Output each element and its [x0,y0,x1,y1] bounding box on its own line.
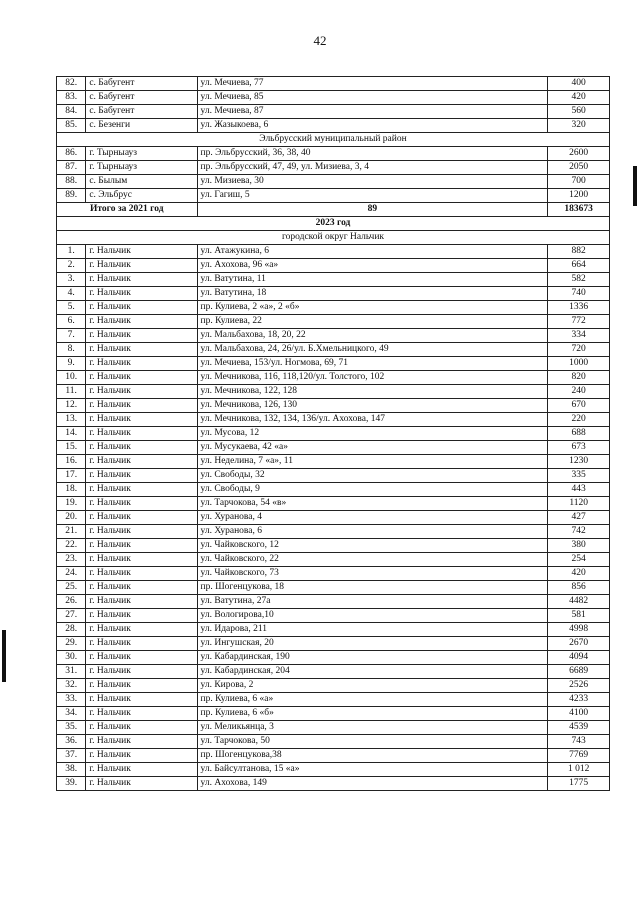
table-row [57,357,610,371]
settlement-cell: г. Нальчик [86,693,197,707]
value-cell: 4482 [548,595,610,609]
settlement-cell: г. Нальчик [86,511,197,525]
address-cell: пр. Эльбрусский, 47, 49, ул. Мизиева, 3, 4 [197,161,548,175]
address-cell: ул. Меликьянца, 3 [197,721,548,735]
settlement-cell: г. Нальчик [86,315,197,329]
settlement-cell: г. Нальчик [86,357,197,371]
settlement-cell: г. Нальчик [86,427,197,441]
address-cell: ул. Свободы, 9 [197,483,548,497]
value-cell: 7769 [548,749,610,763]
row-number: 82. [57,77,86,91]
settlement-cell: г. Нальчик [86,539,197,553]
settlement-cell: г. Нальчик [86,441,197,455]
address-cell: ул. Неделина, 7 «а», 11 [197,455,548,469]
row-number: 29. [57,637,86,651]
table-row [57,161,610,175]
row-number: 39. [57,777,86,791]
address-cell: ул. Мечникова, 132, 134, 136/ул. Ахохова, 147 [197,413,548,427]
table-row [57,441,610,455]
table-row [57,539,610,553]
address-cell: ул. Ватутина, 11 [197,273,548,287]
settlement-cell: с. Бабугент [86,91,197,105]
row-number: 15. [57,441,86,455]
table-row [57,497,610,511]
value-cell: 740 [548,287,610,301]
settlement-cell: г. Нальчик [86,567,197,581]
table-row [57,609,610,623]
row-number: 36. [57,735,86,749]
table-row [57,105,610,119]
row-number: 22. [57,539,86,553]
table-row [57,623,610,637]
table-row [57,245,610,259]
section-row [57,231,610,245]
value-cell: 2600 [548,147,610,161]
settlement-cell: г. Нальчик [86,497,197,511]
row-number: 33. [57,693,86,707]
settlement-cell: г. Нальчик [86,483,197,497]
left-margin-mark [2,630,6,682]
value-cell: 420 [548,91,610,105]
settlement-cell: г. Нальчик [86,763,197,777]
settlement-cell: г. Нальчик [86,637,197,651]
settlement-cell: г. Нальчик [86,455,197,469]
settlement-cell: г. Нальчик [86,721,197,735]
row-number: 88. [57,175,86,189]
row-number: 4. [57,287,86,301]
row-number: 11. [57,385,86,399]
value-cell: 427 [548,511,610,525]
section-title-elbrus: Эльбрусский муниципальный район [57,133,610,147]
settlement-cell: г. Нальчик [86,749,197,763]
value-cell: 1775 [548,777,610,791]
value-cell: 742 [548,525,610,539]
row-number: 35. [57,721,86,735]
total-label: Итого за 2021 год [57,203,198,217]
table-row [57,637,610,651]
address-cell: пр. Кулиева, 2 «а», 2 «б» [197,301,548,315]
value-cell: 560 [548,105,610,119]
settlement-cell: г. Нальчик [86,581,197,595]
value-cell: 4233 [548,693,610,707]
value-cell: 700 [548,175,610,189]
value-cell: 2670 [548,637,610,651]
address-cell: ул. Идарова, 211 [197,623,548,637]
right-margin-mark [633,166,637,206]
row-number: 31. [57,665,86,679]
row-number: 20. [57,511,86,525]
settlement-cell: г. Нальчик [86,385,197,399]
table-row [57,553,610,567]
settlement-cell: г. Нальчик [86,707,197,721]
year-header: 2023 год [57,217,610,231]
address-cell: ул. Мечиева, 77 [197,77,548,91]
row-number: 2. [57,259,86,273]
table-row [57,259,610,273]
table-row [57,273,610,287]
row-number: 84. [57,105,86,119]
address-cell: ул. Мусукаева, 42 «а» [197,441,548,455]
settlement-cell: с. Бабугент [86,77,197,91]
value-cell: 380 [548,539,610,553]
value-cell: 2526 [548,679,610,693]
settlement-cell: г. Нальчик [86,273,197,287]
table-row [57,189,610,203]
settlement-cell: г. Тырныауз [86,147,197,161]
row-number: 34. [57,707,86,721]
settlement-cell: г. Нальчик [86,553,197,567]
row-number: 87. [57,161,86,175]
table-row [57,301,610,315]
value-cell: 820 [548,371,610,385]
settlement-cell: г. Нальчик [86,371,197,385]
row-number: 18. [57,483,86,497]
address-cell: ул. Чайковского, 73 [197,567,548,581]
value-cell: 670 [548,399,610,413]
value-cell: 772 [548,315,610,329]
section-title-nalchik: городской округ Нальчик [57,231,610,245]
value-cell: 581 [548,609,610,623]
address-cell: ул. Мальбахова, 24, 26/ул. Б.Хмельницкого, 49 [197,343,548,357]
year-row [57,217,610,231]
row-number: 27. [57,609,86,623]
row-number: 85. [57,119,86,133]
value-cell: 320 [548,119,610,133]
value-cell: 882 [548,245,610,259]
table-row [57,329,610,343]
address-cell: ул. Ахохова, 149 [197,777,548,791]
row-number: 30. [57,651,86,665]
row-number: 24. [57,567,86,581]
value-cell: 6689 [548,665,610,679]
table-row [57,455,610,469]
value-cell: 420 [548,567,610,581]
table-row [57,469,610,483]
row-number: 32. [57,679,86,693]
address-cell: ул. Мечиева, 153/ул. Ногмова, 69, 71 [197,357,548,371]
table-row [57,175,610,189]
settlement-cell: с. Эльбрус [86,189,197,203]
address-cell: ул. Ватутина, 27а [197,595,548,609]
row-number: 86. [57,147,86,161]
value-cell: 1120 [548,497,610,511]
address-cell: ул. Мечиева, 85 [197,91,548,105]
table-row [57,483,610,497]
value-cell: 1336 [548,301,610,315]
address-cell: ул. Мальбахова, 18, 20, 22 [197,329,548,343]
address-cell: ул. Кабардинская, 190 [197,651,548,665]
row-number: 13. [57,413,86,427]
table-row [57,651,610,665]
table-row [57,287,610,301]
settlement-cell: г. Нальчик [86,651,197,665]
row-number: 16. [57,455,86,469]
settlement-cell: г. Нальчик [86,413,197,427]
row-number: 5. [57,301,86,315]
address-cell: ул. Ахохова, 96 «а» [197,259,548,273]
settlement-cell: г. Нальчик [86,287,197,301]
value-cell: 443 [548,483,610,497]
settlement-cell: г. Нальчик [86,665,197,679]
settlement-cell: г. Нальчик [86,329,197,343]
row-number: 7. [57,329,86,343]
table-row [57,147,610,161]
row-number: 26. [57,595,86,609]
value-cell: 4539 [548,721,610,735]
address-cell: ул. Чайковского, 12 [197,539,548,553]
address-cell: ул. Жазыкоева, 6 [197,119,548,133]
row-number: 17. [57,469,86,483]
table-row [57,77,610,91]
table-row [57,91,610,105]
row-number: 19. [57,497,86,511]
value-cell: 240 [548,385,610,399]
address-cell: ул. Ингушская, 20 [197,637,548,651]
address-cell: ул. Мечникова, 116, 118,120/ул. Толстого, 102 [197,371,548,385]
address-cell: ул. Атажукина, 6 [197,245,548,259]
value-cell: 673 [548,441,610,455]
table-row [57,385,610,399]
address-cell: ул. Мечникова, 126, 130 [197,399,548,413]
row-number: 25. [57,581,86,595]
value-cell: 400 [548,77,610,91]
settlement-cell: г. Нальчик [86,259,197,273]
total-count: 89 [197,203,548,217]
housing-table-body [57,77,610,791]
settlement-cell: с. Безенги [86,119,197,133]
settlement-cell: г. Нальчик [86,679,197,693]
value-cell: 335 [548,469,610,483]
address-cell: пр. Кулиева, 6 «а» [197,693,548,707]
row-number: 89. [57,189,86,203]
row-number: 9. [57,357,86,371]
value-cell: 856 [548,581,610,595]
table-row [57,749,610,763]
row-number: 37. [57,749,86,763]
table-row [57,371,610,385]
table-row [57,693,610,707]
table-row [57,581,610,595]
value-cell: 1230 [548,455,610,469]
address-cell: пр. Кулиева, 22 [197,315,548,329]
address-cell: ул. Мечникова, 122, 128 [197,385,548,399]
address-cell: ул. Мечиева, 87 [197,105,548,119]
settlement-cell: г. Нальчик [86,525,197,539]
value-cell: 720 [548,343,610,357]
table-row [57,679,610,693]
settlement-cell: г. Нальчик [86,343,197,357]
settlement-cell: г. Нальчик [86,595,197,609]
row-number: 38. [57,763,86,777]
row-number: 12. [57,399,86,413]
settlement-cell: г. Нальчик [86,301,197,315]
address-cell: ул. Гагиш, 5 [197,189,548,203]
housing-table [56,76,610,791]
value-cell: 254 [548,553,610,567]
table-row [57,511,610,525]
value-cell: 1200 [548,189,610,203]
settlement-cell: г. Нальчик [86,623,197,637]
table-row [57,413,610,427]
row-number: 28. [57,623,86,637]
row-number: 10. [57,371,86,385]
settlement-cell: с. Бабугент [86,105,197,119]
total-sum: 183673 [548,203,610,217]
row-number: 3. [57,273,86,287]
address-cell: ул. Мизиева, 30 [197,175,548,189]
address-cell: пр. Шогенцукова, 18 [197,581,548,595]
page-number: 42 [313,33,327,48]
address-cell: ул. Мусова, 12 [197,427,548,441]
row-number: 23. [57,553,86,567]
value-cell: 688 [548,427,610,441]
value-cell: 4998 [548,623,610,637]
value-cell: 4100 [548,707,610,721]
settlement-cell: г. Тырныауз [86,161,197,175]
address-cell: ул. Хуранова, 4 [197,511,548,525]
address-cell: ул. Вологирова,10 [197,609,548,623]
value-cell: 2050 [548,161,610,175]
table-row [57,343,610,357]
value-cell: 4094 [548,651,610,665]
value-cell: 334 [548,329,610,343]
table-row [57,567,610,581]
address-cell: ул. Чайковского, 22 [197,553,548,567]
table-row [57,595,610,609]
settlement-cell: г. Нальчик [86,245,197,259]
row-number: 14. [57,427,86,441]
settlement-cell: г. Нальчик [86,777,197,791]
settlement-cell: г. Нальчик [86,469,197,483]
table-row [57,315,610,329]
total-row [57,203,610,217]
row-number: 8. [57,343,86,357]
address-cell: пр. Эльбрусский, 36, 38, 40 [197,147,548,161]
address-cell: ул. Ватутина, 18 [197,287,548,301]
address-cell: пр. Кулиева, 6 «б» [197,707,548,721]
table-row [57,525,610,539]
table-row [57,777,610,791]
address-cell: ул. Свободы, 32 [197,469,548,483]
table-row [57,665,610,679]
table-row [57,763,610,777]
table-row [57,427,610,441]
value-cell: 664 [548,259,610,273]
section-row [57,133,610,147]
table-row [57,735,610,749]
table-row [57,707,610,721]
table-row [57,399,610,413]
address-cell: ул. Кирова, 2 [197,679,548,693]
row-number: 6. [57,315,86,329]
table-row [57,721,610,735]
row-number: 21. [57,525,86,539]
address-cell: ул. Тарчокова, 50 [197,735,548,749]
address-cell: ул. Байсултанова, 15 «а» [197,763,548,777]
row-number: 1. [57,245,86,259]
value-cell: 1 012 [548,763,610,777]
address-cell: ул. Кабардинская, 204 [197,665,548,679]
value-cell: 220 [548,413,610,427]
settlement-cell: с. Былым [86,175,197,189]
row-number: 83. [57,91,86,105]
value-cell: 1000 [548,357,610,371]
address-cell: ул. Хуранова, 6 [197,525,548,539]
table-row [57,119,610,133]
value-cell: 582 [548,273,610,287]
address-cell: пр. Шогенцукова,38 [197,749,548,763]
value-cell: 743 [548,735,610,749]
settlement-cell: г. Нальчик [86,399,197,413]
address-cell: ул. Тарчокова, 54 «в» [197,497,548,511]
settlement-cell: г. Нальчик [86,735,197,749]
settlement-cell: г. Нальчик [86,609,197,623]
